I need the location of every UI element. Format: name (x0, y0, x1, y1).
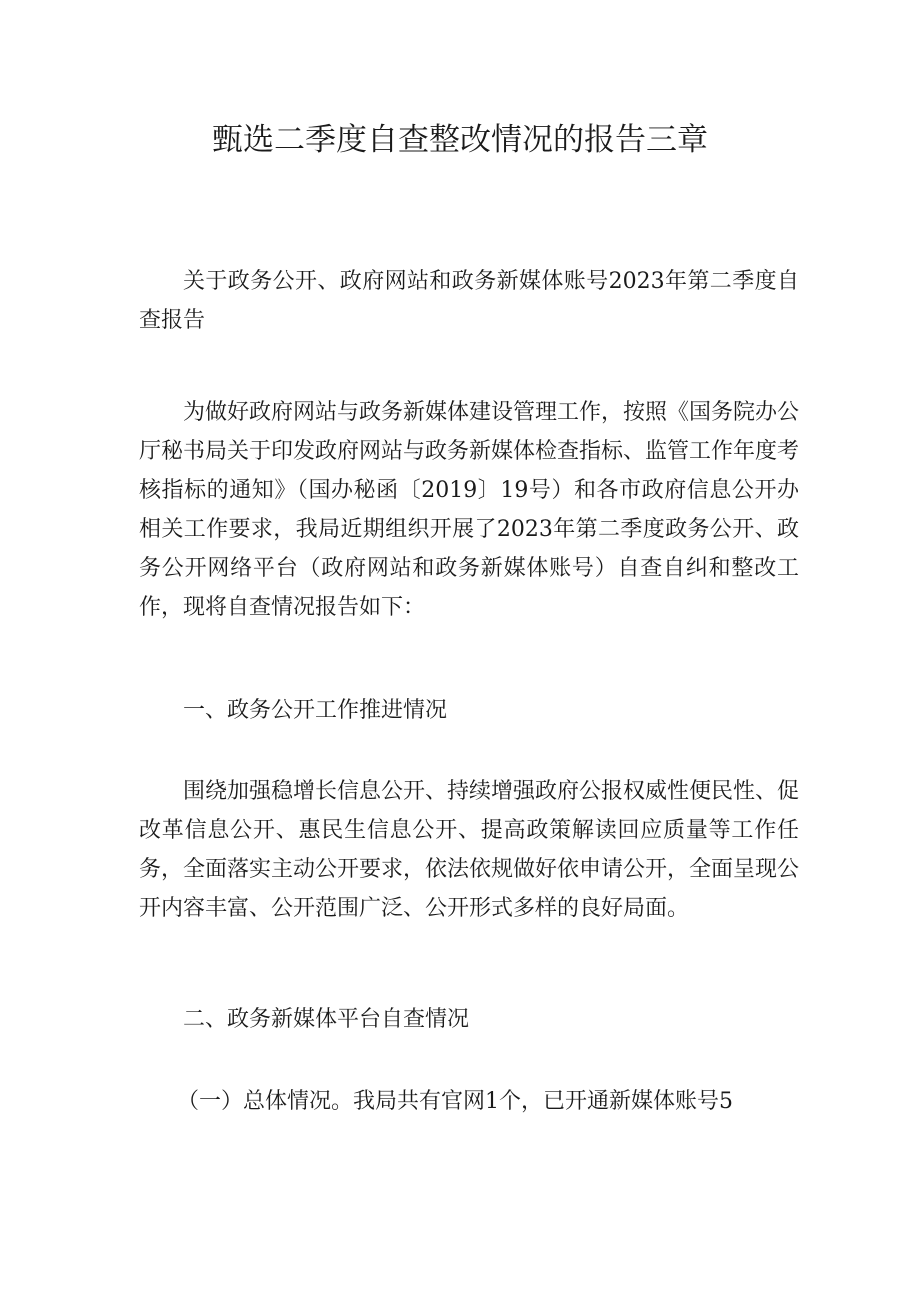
section-1-paragraph: 围绕加强稳增长信息公开、持续增强政府公报权威性便民性、促改革信息公开、惠民生信息公开、提高政策解读回应质量等工作任务，全面落实主动公开要求，依法依规做好依申请公开，全面呈现公开内容丰富、公开范围广泛、公开形式多样的良好局面。 (139, 779, 800, 921)
section-2-heading: 二、政务新媒体平台自查情况 (183, 1007, 470, 1032)
document-title: 甄选二季度自查整改情况的报告三章 (212, 122, 708, 158)
section-2-item-1: （一）总体情况。我局共有官网1个，已开通新媒体账号5 (177, 1089, 733, 1114)
section-1-heading: 一、政务公开工作推进情况 (183, 698, 448, 723)
report-subtitle: 关于政务公开、政府网站和政务新媒体账号2023年第二季度自查报告 (139, 269, 799, 333)
intro-paragraph: 为做好政府网站与政务新媒体建设管理工作，按照《国务院办公厅秘书局关于印发政府网站与政务新媒体检查指标、监管工作年度考核指标的通知》（国办秘函〔2019〕19号）和各市政府信息公开办相关工作要求，我局近期组织开展了2023年第二季度政务公开、政务公开网络平台（政府网站和政务新媒体账号）自查自纠和整改工作，现将自查情况报告如下： (139, 400, 800, 620)
